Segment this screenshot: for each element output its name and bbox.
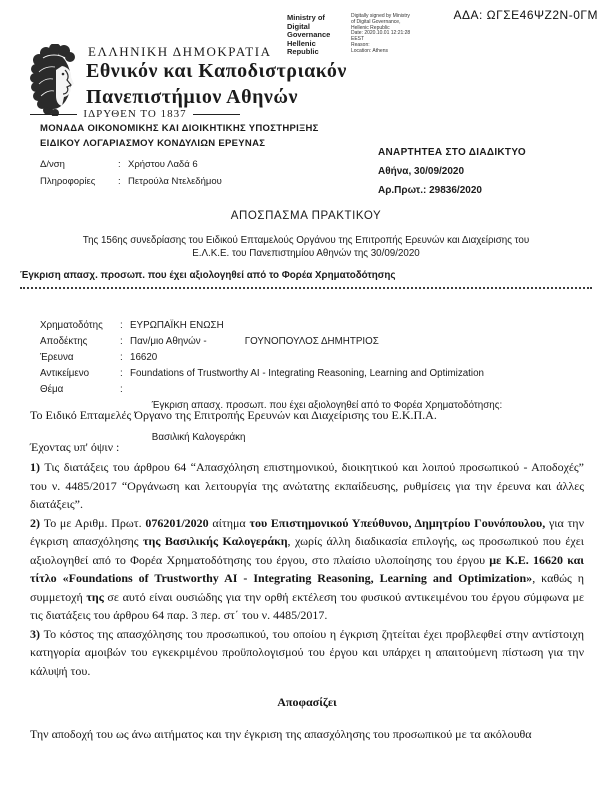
session-description: Της 156ης συνεδρίασης του Ειδικού Επταμελούς Οργάνου της Επιτροπής Ερευνών και Διαχείρισης του Ε.Λ.Κ.Ε. του Πανεπιστημίου Αθηνών της 30/09/2020 (82, 235, 530, 259)
contact-row-address: Δ/νση : Χρήστου Λαδά 6 (40, 159, 198, 170)
ada-code: ΑΔΑ: ΩΓΣΕ46ΨΖ2Ν-0ΓΜ (453, 8, 598, 22)
unit-name-line2: ΕΙΔΙΚΟΥ ΛΟΓΑΡΙΑΣΜΟΥ ΚΟΝΔΥΛΙΩΝ ΕΡΕΥΝΑΣ (40, 138, 266, 149)
rule-left (30, 114, 77, 115)
topic-person-name: Βασιλική Καλογεράκη (151, 432, 246, 443)
detail-row-recipient: Αποδέκτης : Παν/μιο Αθηνών - ΓΟΥΝΟΠΟΥΛΟΣ ΔΗΜΗΤΡΙΟΣ (40, 334, 502, 350)
signature-authority: Ministry of Digital Governance Hellenic Republic (287, 13, 331, 56)
body-having-regard: Έχοντας υπ' όψιν : (30, 439, 120, 454)
recipient-name: ΓΟΥΝΟΠΟΥΛΟΣ ΔΗΜΗΤΡΙΟΣ (244, 336, 379, 347)
list-item-2: 2) Το με Αριθμ. Πρωτ. 076201/2020 αίτημα του Επιστημονικού Υπεύθυνου, Δημητρίου Γουνόπουλου, για την έγκριση απασχόλησης της Βασιλικής Καλογεράκη, χωρίς άλλη διαδικασία επιλογής, ως προσωπικού που έχει αξιολογηθεί από το Φορέα Χρηματοδότησης του έργου, στο πλαίσιο υλοποίησης του έργου με Κ.Ε. 16620 και τίτλο «Foundations of Trustworthy AI - Integrating Reasoning, Learning and Optimization», καθώς η συμμετοχή της σε αυτό είναι ουσιώδης για την ορθή εκτέλεση του φυσικού αντικειμένου του έργου σύμφωνα με τις διατάξεις του άρθρου 64 παρ. 3 περ. στ΄ του ν. 4485/2017. (30, 515, 585, 622)
document-title: ΑΠΟΣΠΑΣΜΑ ΠΡΑΚΤΙΚΟΥ (230, 210, 382, 222)
contact-block (40, 156, 222, 190)
dotted-separator (20, 287, 592, 289)
rule-right (193, 114, 240, 115)
protocol-number: Αρ.Πρωτ.: 29836/2020 (378, 185, 482, 196)
unit-name-line1: ΜΟΝΑΔΑ ΟΙΚΟΝΟΜΙΚΗΣ ΚΑΙ ΔΙΟΙΚΗΤΙΚΗΣ ΥΠΟΣΤΗΡΙΞΗΣ (40, 123, 319, 134)
detail-row-object: Αντικείμενο : Foundations of Trustworthy AI - Integrating Reasoning, Learning and Optimization (40, 368, 484, 379)
decision-heading: Αποφασίζει (277, 695, 337, 709)
contact-row-information: Πληροφορίες : Πετρούλα Ντελεδήμου (40, 176, 222, 187)
document-body (30, 406, 584, 743)
posting-notice: ΑΝΑΡΤΗΤΕΑ ΣΤΟ ΔΙΑΔΙΚΤΥΟ (378, 147, 527, 158)
list-item-3: 3) Το κόστος της απασχόλησης του προσωπικού, του οποίου η έγκριση ζητείται έχει προβλεφθεί στην αντίστοιχη κατηγορία αμοιβών του εγκεκριμένου προϋπολογισμού του έργου και υπάρχει η απαιτούμενη πίστωση για την κάλυψή του. (30, 626, 584, 678)
body-intro: Το Ειδικό Επταμελές Όργανο της Επιτροπής Ερευνών και Διαχείρισης του Ε.Κ.Π.Α. (30, 408, 437, 422)
signature-details: Digitally signed by Ministry of Digital Governance, Hellenic Republic Date: 2020.10.01 12:21:28 EEST Reason: Location: Athens (351, 13, 411, 54)
digital-signature-stamp (287, 14, 437, 57)
detail-row-topic: Θέμα : Έγκριση απασχ. προσωπ. που έχει αξιολογηθεί από το Φορέα Χρηματοδότησης: Βασιλική Καλογεράκη (40, 384, 503, 443)
list-item-1: 1) Τις διατάξεις του άρθρου 64 “Απασχόληση επιστημονικού, διοικητικού και λοιπού προσωπικού - Αποδοχές” του ν. 4485/2017 “Οργάνωση και λειτουργία της ανώτατης εκπαίδευσης, ρυθμίσεις για την έρευνα και άλλες διατάξεις”. (30, 460, 585, 511)
subject-line: Έγκριση απασχ. προσωπ. που έχει αξιολογηθεί από το Φορέα Χρηματοδότησης (20, 270, 396, 281)
place-and-date: Αθήνα, 30/09/2020 (378, 166, 465, 177)
university-name-line1: Εθνικόν και Καποδιστριακόν (86, 60, 347, 82)
closing-paragraph: Την αποδοχή του ως άνω αιτήματος και την έγκριση της απασχόλησης του προσωπικού με τα ακόλουθα (30, 726, 532, 741)
detail-row-research: Έρευνα : 16620 (40, 352, 158, 363)
republic-title: ΕΛΛΗΝΙΚΗ ΔΗΜΟΚΡΑΤΙΑ (88, 44, 272, 59)
university-name-line2: Πανεπιστήμιον Αθηνών (86, 86, 298, 108)
founded-text: ΙΔΡΥΘΕΝ ΤΟ 1837 (83, 108, 187, 120)
detail-row-funder: Χρηματοδότης : ΕΥΡΩΠΑΪΚΗ ΕΝΩΣΗ (40, 320, 224, 331)
university-emblem-athena-head-icon (28, 44, 80, 116)
founded-line (30, 108, 240, 120)
